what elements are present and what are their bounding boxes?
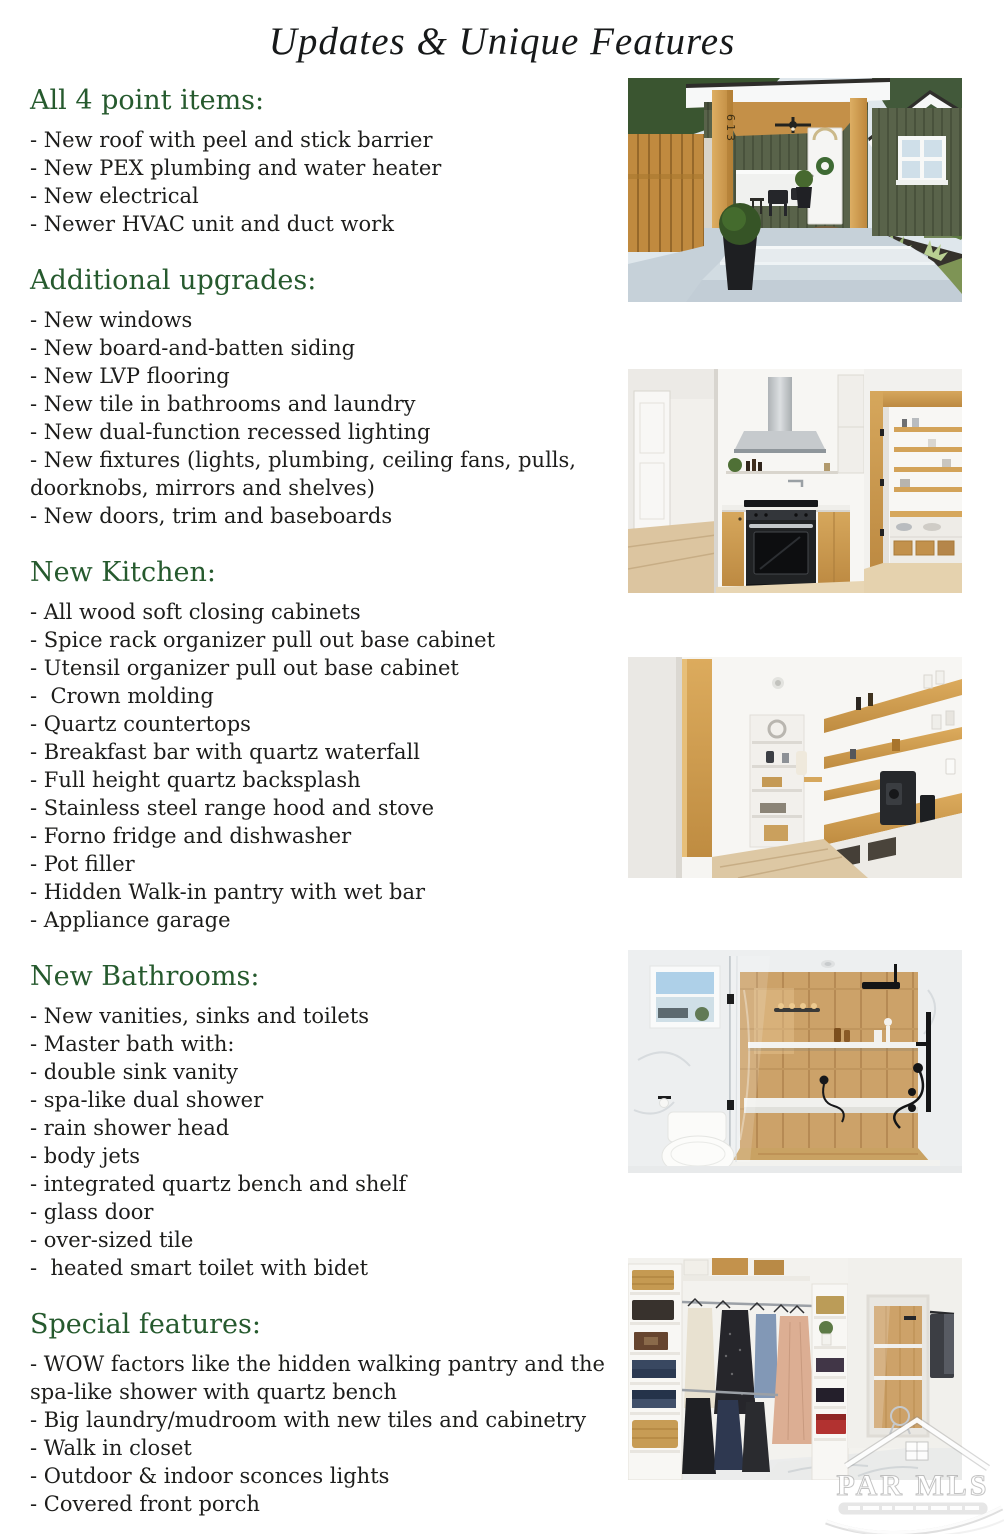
front-porch-photo (628, 78, 962, 302)
feature-item: - double sink vanity (30, 1060, 238, 1084)
feature-item: - New doors, trim and baseboards (30, 504, 393, 528)
feature-item: - Spice rack organizer pull out base cabinet (30, 628, 496, 652)
bathroom-shower-photo (628, 950, 962, 1173)
feature-item: - New board-and-batten siding (30, 336, 356, 360)
feature-item: - integrated quartz bench and shelf (30, 1172, 407, 1196)
feature-item: - WOW factors like the hidden walking pantry and the spa-like shower with quartz bench (30, 1352, 612, 1404)
feature-item: - Forno fridge and dishwasher (30, 824, 352, 848)
kitchen-illustration (628, 369, 962, 593)
walk-in-closet-photo (628, 1258, 962, 1480)
feature-item: - heated smart toilet with bidet (30, 1256, 369, 1280)
feature-item: - rain shower head (30, 1116, 230, 1140)
feature-item: - Covered front porch (30, 1492, 260, 1516)
feature-item: - New LVP flooring (30, 364, 230, 388)
feature-item: - Crown molding (30, 684, 214, 708)
feature-item: - New fixtures (lights, plumbing, ceiling fans, pulls, doorknobs, mirrors and shelves) (30, 448, 583, 500)
section-items-new-kitchen (30, 598, 630, 934)
feature-item: - All wood soft closing cabinets (30, 600, 361, 624)
watermark-text: PAR MLS (836, 1469, 990, 1502)
kitchen-photo (628, 369, 962, 593)
house-number: 613 (724, 114, 737, 144)
feature-item: - spa-like dual shower (30, 1088, 264, 1112)
section-items-additional-upgrades (30, 306, 630, 530)
feature-item: - Newer HVAC unit and duct work (30, 212, 394, 236)
feature-list-column (30, 84, 630, 1518)
pantry-photo (628, 657, 962, 878)
feature-item: - Master bath with: (30, 1032, 235, 1056)
feature-item: - Outdoor & indoor sconces lights (30, 1464, 390, 1488)
section-heading-all-4-point-items: All 4 point items: (30, 85, 265, 116)
feature-item: - over-sized tile (30, 1228, 194, 1252)
page-title: Updates & Unique Features (268, 20, 736, 63)
feature-item: - Appliance garage (30, 908, 231, 932)
feature-item: - body jets (30, 1144, 140, 1168)
front-porch-illustration (628, 78, 962, 302)
section-new-bathrooms (30, 960, 630, 1282)
closet-illustration (628, 1258, 962, 1480)
feature-item: - New roof with peel and stick barrier (30, 128, 433, 152)
feature-item: - glass door (30, 1200, 154, 1224)
feature-item: - New electrical (30, 184, 199, 208)
bathroom-illustration (628, 950, 962, 1173)
feature-item: - Walk in closet (30, 1436, 192, 1460)
feature-item: - Hidden Walk-in pantry with wet bar (30, 880, 426, 904)
feature-item: - Full height quartz backsplash (30, 768, 361, 792)
section-special-features (30, 1308, 630, 1518)
section-additional-upgrades (30, 264, 630, 530)
section-heading-special-features: Special features: (30, 1309, 261, 1340)
section-heading-new-kitchen: New Kitchen: (30, 557, 216, 588)
feature-item: - Breakfast bar with quartz waterfall (30, 740, 420, 764)
section-items-all-4-point-items (30, 126, 630, 238)
feature-item: - New dual-function recessed lighting (30, 420, 431, 444)
feature-item: - Big laundry/mudroom with new tiles and cabinetry (30, 1408, 587, 1432)
feature-item: - Stainless steel range hood and stove (30, 796, 435, 820)
section-all-4-point-items (30, 84, 630, 238)
section-heading-new-bathrooms: New Bathrooms: (30, 961, 260, 992)
section-items-new-bathrooms (30, 1002, 630, 1282)
section-items-special-features (30, 1350, 630, 1518)
feature-item: - New tile in bathrooms and laundry (30, 392, 416, 416)
feature-item: - Utensil organizer pull out base cabinet (30, 656, 459, 680)
feature-item: - New PEX plumbing and water heater (30, 156, 442, 180)
feature-item: - New windows (30, 308, 193, 332)
section-heading-additional-upgrades: Additional upgrades: (30, 265, 317, 296)
pantry-illustration (628, 657, 962, 878)
feature-item: - Quartz countertops (30, 712, 251, 736)
section-new-kitchen (30, 556, 630, 934)
feature-item: - New vanities, sinks and toilets (30, 1004, 370, 1028)
feature-item: - Pot filler (30, 852, 135, 876)
